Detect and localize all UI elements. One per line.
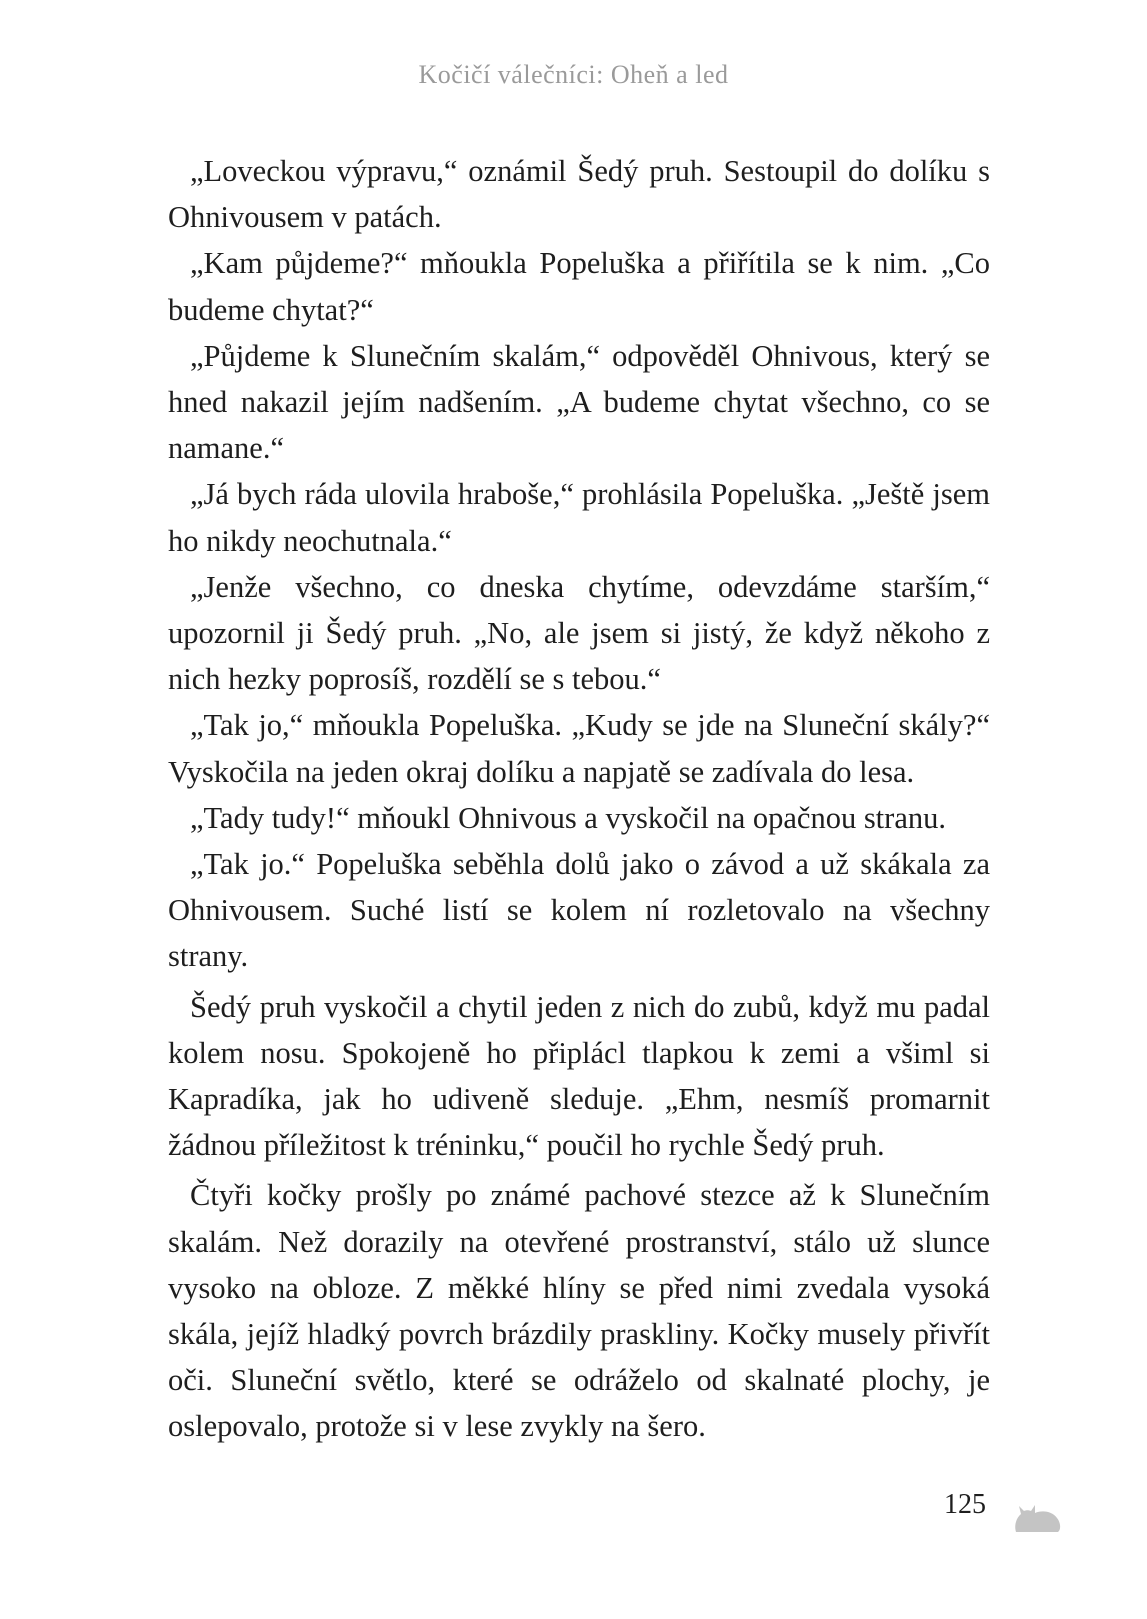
cat-silhouette-icon [1012,1496,1062,1534]
running-header: Kočičí válečníci: Oheň a led [418,60,729,89]
paragraph: „Loveckou výpravu,“ oznámil Šedý pruh. Sestoupil do dolíku s Ohnivousem v patách. [168,154,990,235]
paragraph: „Kam půjdeme?“ mňoukla Popeluška a přiřítila se k nim. „Co budeme chytat?“ [168,246,990,327]
page-number: 125 [944,1489,986,1520]
paragraph: „Tak jo,“ mňoukla Popeluška. „Kudy se jde na Sluneční skály?“ Vyskočila na jeden okraj dolíku a napjatě se zadívala do lesa. [168,708,990,789]
body-text [168,148,990,1450]
paragraph: „Já bych ráda ulovila hraboše,“ prohlásila Popeluška. „Ještě jsem ho nikdy neochutnala.“ [168,477,990,558]
paragraph: „Tady tudy!“ mňoukl Ohnivous a vyskočil na opačnou stranu. [190,800,946,835]
paragraph: Čtyři kočky prošly po známé pachové stezce až k Slunečním skalám. Než dorazily na otevřené prostranství, stálo už slunce vysoko na obloze. Z měkké hlíny se před nimi zvedala vysoká skála, jejíž hladký povrch brázdily praskliny. Kočky musely přivřít oči. Sluneční světlo, které se odráželo od skalnaté plochy, je oslepovalo, protože si v lese zvykly na šero. [168,1178,990,1444]
paragraph: Šedý pruh vyskočil a chytil jeden z nich do zubů, když mu padal kolem nosu. Spokojeně ho připlácl tlapkou k zemi a všiml si Kapradíka, jak ho udiveně sleduje. „Ehm, nesmíš promarnit žádnou příležitost k tréninku,“ poučil ho rychle Šedý pruh. [168,989,990,1163]
paragraph: „Půjdeme k Slunečním skalám,“ odpověděl Ohnivous, který se hned nakazil jejím nadšením. „A budeme chytat všechno, co se namane.“ [168,338,990,466]
paragraph: „Jenže všechno, co dneska chytíme, odevzdáme starším,“ upozornil ji Šedý pruh. „No, ale jsem si jistý, že když někoho z nich hezky poprosíš, rozdělí se s tebou.“ [168,569,990,697]
paragraph: „Tak jo.“ Popeluška seběhla dolů jako o závod a už skákala za Ohnivousem. Suché listí se kolem ní rozletovalo na všechny strany. [168,847,990,974]
